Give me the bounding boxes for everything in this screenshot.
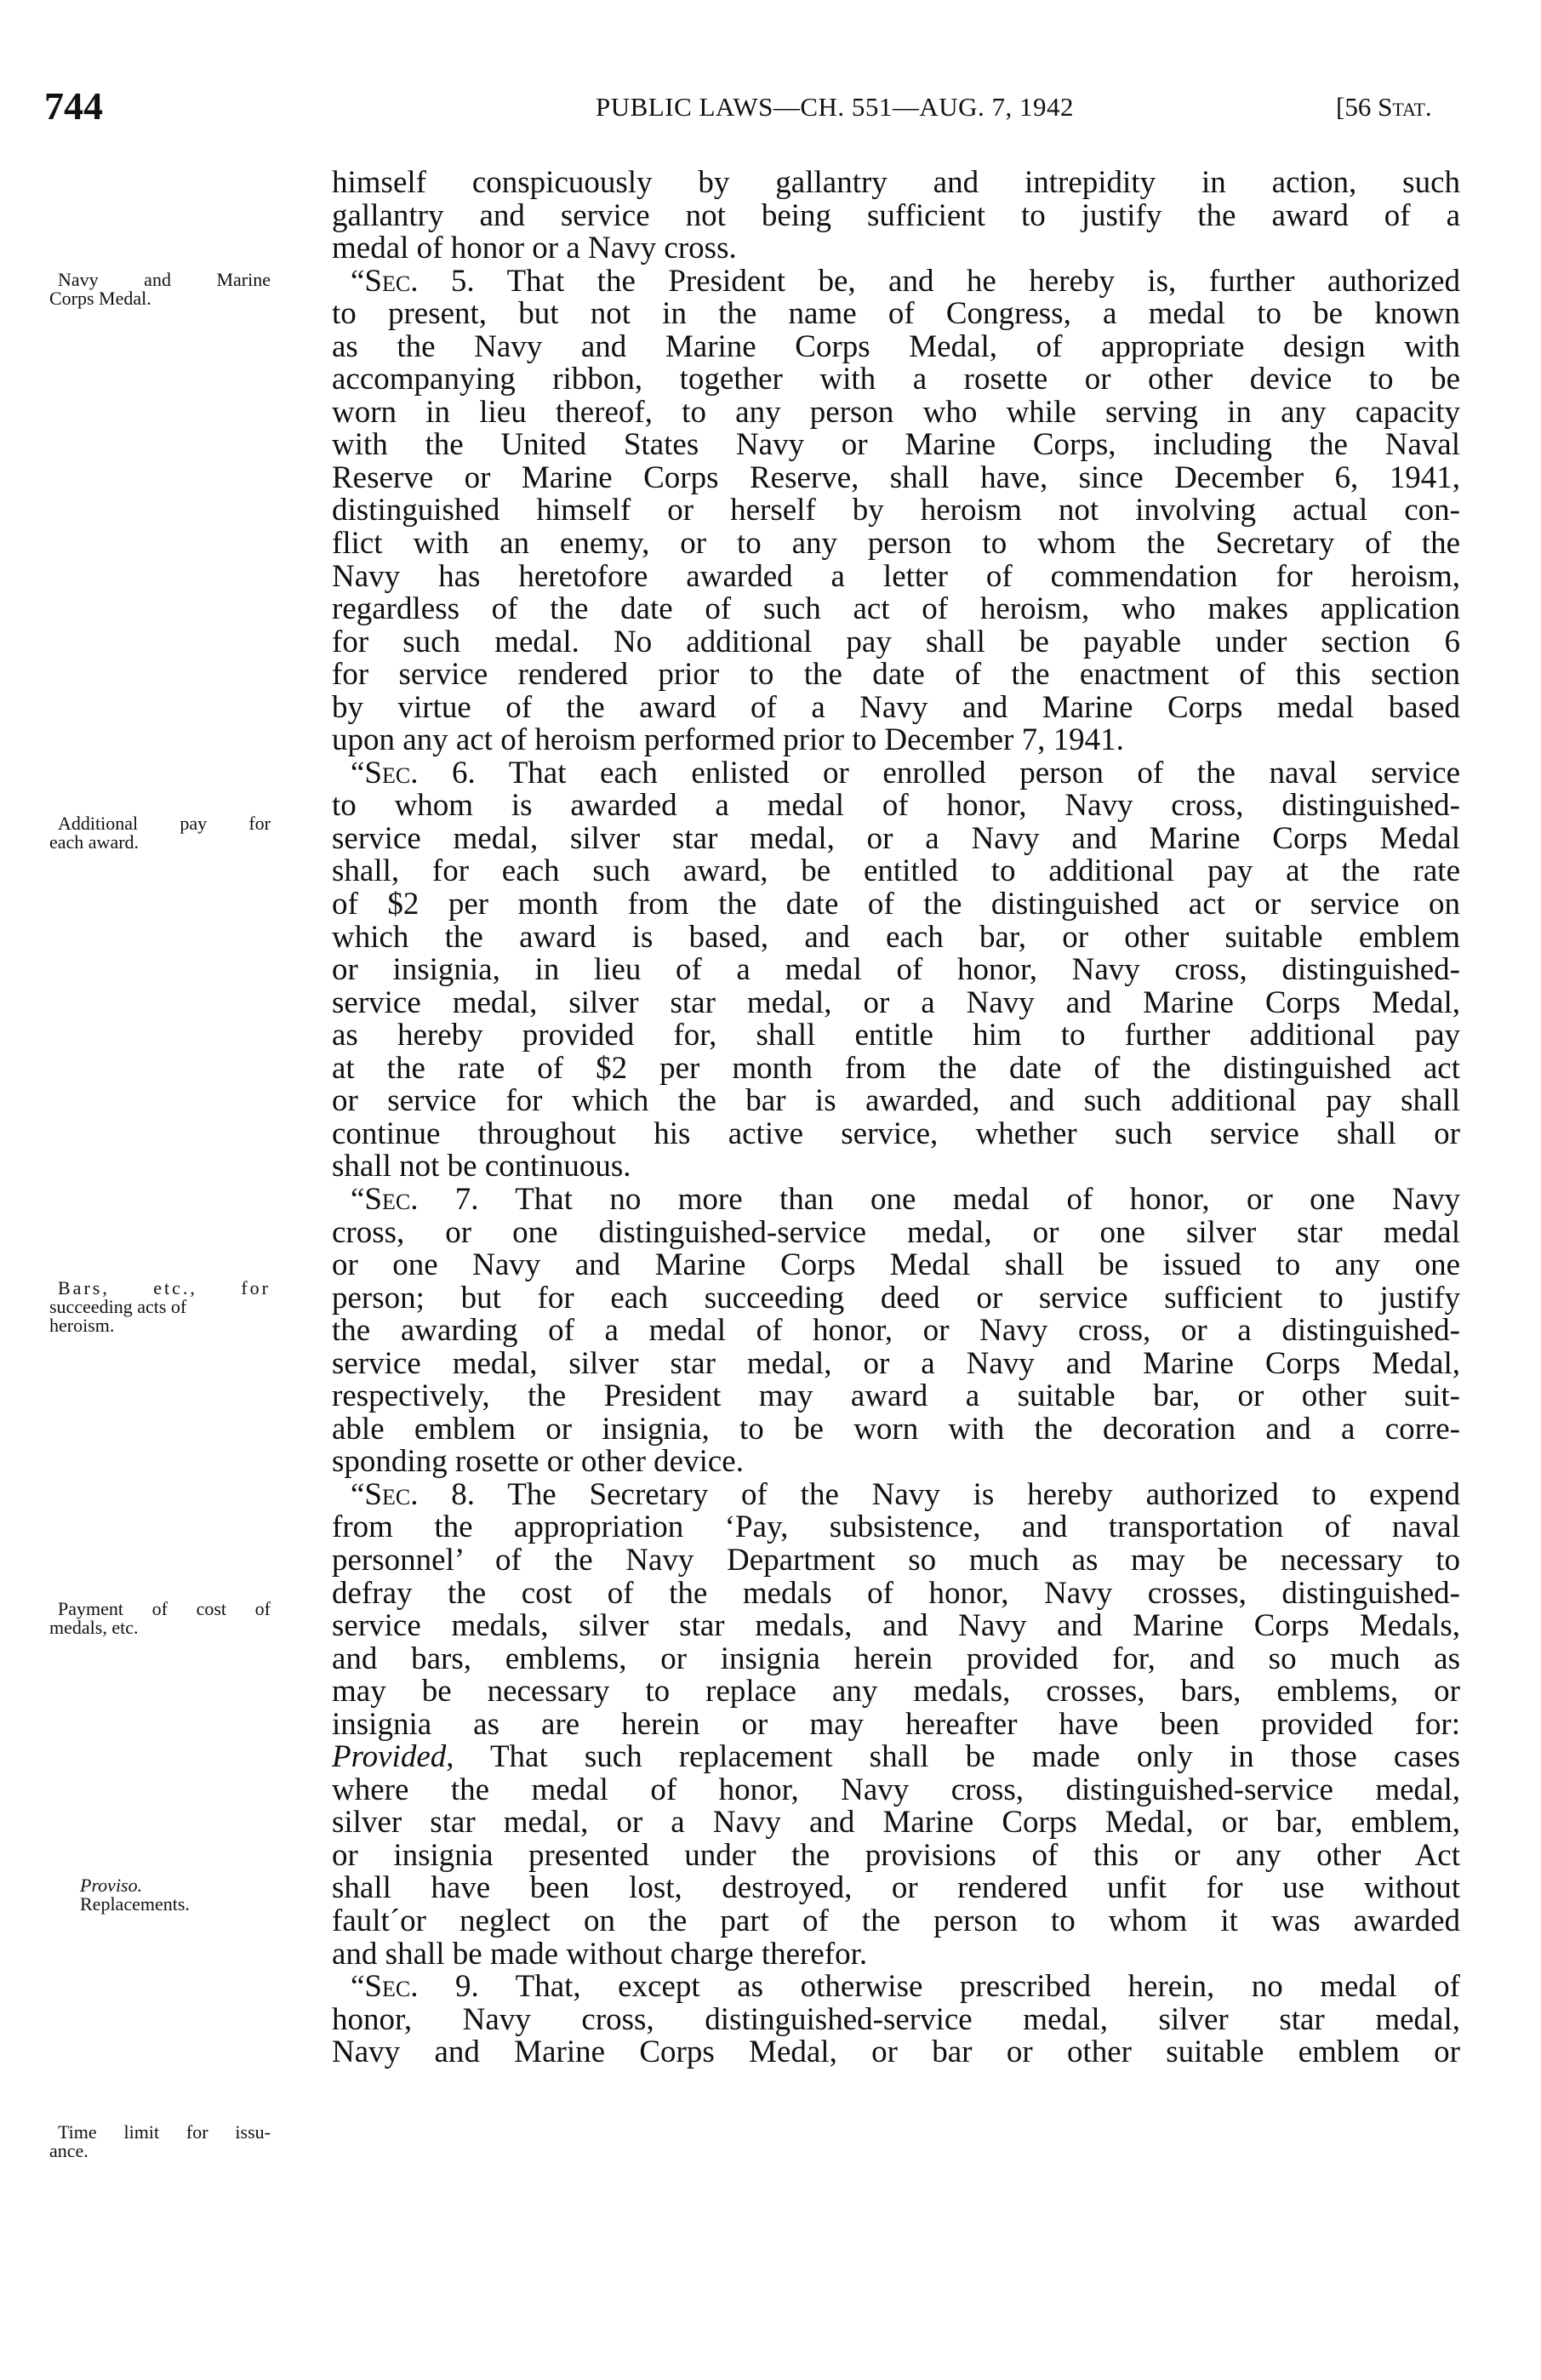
text-line: from the appropriation ‘Pay, subsistence, and transportation of naval (332, 1510, 1460, 1545)
margin-note-line: Payment of cost of (58, 1598, 271, 1619)
text-line: or service for which the bar is awarded, and such additional pay shall (332, 1083, 1460, 1119)
text-line: medal of honor or a Navy cross. (332, 231, 737, 266)
text-line: for such medal. No additional pay shall be payable under section 6 (332, 624, 1460, 659)
running-head: PUBLIC LAWS—CH. 551—AUG. 7, 1942 (596, 92, 1075, 122)
text-line: Navy has heretofore awarded a letter of commendation for heroism, (332, 558, 1460, 594)
text-line: shall not be continuous. (332, 1149, 631, 1184)
margin-note-navy-marine-corps-medal (49, 271, 271, 308)
section-7-start: “Sec. 7. That no more than one medal of honor, or one Navy (351, 1181, 1460, 1217)
text-line: defray the cost of the medals of honor, Navy crosses, distinguished- (332, 1575, 1460, 1611)
text-line: which the award is based, and each bar, or other suitable emblem (332, 919, 1460, 955)
text-line: service medals, silver star medals, and Navy and Marine Corps Medals, (332, 1608, 1460, 1644)
margin-note-line: succeeding acts of (49, 1296, 187, 1317)
margin-note-proviso-replacements (49, 1876, 271, 1914)
text-line: at the rate of $2 per month from the date of the distinguished act (332, 1050, 1460, 1086)
text-line: cross, or one distinguished-service medal, or one silver star medal (332, 1214, 1460, 1250)
text-line: regardless of the date of such act of heroism, who makes application (332, 591, 1460, 627)
margin-note-line: Bars, etc., for (58, 1277, 271, 1298)
text-line: fault´or neglect on the part of the person to whom it was awarded (332, 1903, 1460, 1938)
statute-body-text (332, 167, 1460, 2069)
stat-label: Stat. (1378, 92, 1432, 122)
text-line: person; but for each succeeding deed or service sufficient to justify (332, 1280, 1460, 1316)
page-number: 744 (44, 84, 103, 128)
margin-note-payment-of-cost (49, 1600, 271, 1637)
proviso-line: Provided, That such replacement shall be made only in those cases (332, 1739, 1460, 1775)
margin-note-line: heroism. (49, 1315, 115, 1336)
section-8-start: “Sec. 8. The Secretary of the Navy is hereby authorized to expend (351, 1476, 1460, 1512)
text-line: Reserve or Marine Corps Reserve, shall have, since December 6, 1941, (332, 459, 1460, 495)
text-line: as hereby provided for, shall entitle him to further additional pay (332, 1018, 1460, 1053)
text-line: of $2 per month from the date of the distinguished act or service on (332, 887, 1460, 922)
text-line: with the United States Navy or Marine Corps, including the Naval (332, 427, 1460, 463)
text-line: accompanying ribbon, together with a rosette or other device to be (332, 362, 1460, 397)
text-line: and bars, emblems, or insignia herein provided for, and so much as (332, 1641, 1460, 1676)
section-6-start: “Sec. 6. That each enlisted or enrolled person of the naval service (351, 755, 1460, 790)
text-line: for service rendered prior to the date of the enactment of this section (332, 657, 1460, 693)
text-line: distinguished himself or herself by heroism not involving actual con- (332, 493, 1460, 528)
margin-note-line: medals, etc. (49, 1617, 139, 1638)
section-9-start: “Sec. 9. That, except as otherwise prescribed herein, no medal of (351, 1969, 1460, 2005)
stat-volume: [56 (1336, 92, 1378, 122)
text-line: insignia as are herein or may hereafter have been provided for: (332, 1706, 1460, 1742)
text-line: personnel’ of the Navy Department so much as may be necessary to (332, 1542, 1460, 1578)
text-line: by virtue of the award of a Navy and Marine Corps medal based (332, 689, 1460, 725)
text-line: continue throughout his active service, whether such service shall or (332, 1116, 1460, 1151)
margin-note-line: Proviso. (80, 1875, 143, 1896)
margin-note-line: Corps Medal. (49, 288, 151, 309)
text-line: worn in lieu thereof, to any person who while serving in any capacity (332, 394, 1460, 430)
text-line: may be necessary to replace any medals, crosses, bars, emblems, or (332, 1674, 1460, 1709)
margin-note-bars-succeeding-acts (49, 1279, 271, 1335)
margin-note-line: ance. (49, 2140, 88, 2161)
text-line: to whom is awarded a medal of honor, Navy cross, distinguished- (332, 788, 1460, 824)
text-line: or insignia, in lieu of a medal of honor, Navy cross, distinguished- (332, 952, 1460, 988)
text-line: to present, but not in the name of Congress, a medal to be known (332, 296, 1460, 332)
text-line: gallantry and service not being sufficient to justify the award of a (332, 197, 1460, 233)
margin-note-additional-pay (49, 814, 271, 852)
text-line: sponding rosette or other device. (332, 1444, 744, 1480)
margin-note-line: Navy and Marine (58, 269, 271, 290)
margin-note-time-limit (49, 2123, 271, 2160)
page-header (0, 85, 1541, 128)
text-line: service medal, silver star medal, or a Navy and Marine Corps Medal, (332, 1345, 1460, 1381)
text-line: able emblem or insignia, to be worn with the decoration and a corre- (332, 1411, 1460, 1447)
text-line: or one Navy and Marine Corps Medal shall be issued to any one (332, 1247, 1460, 1283)
text-line: respectively, the President may award a suitable bar, or other suit- (332, 1378, 1460, 1414)
text-line: shall have been lost, destroyed, or rendered unfit for use without (332, 1870, 1460, 1906)
text-line: where the medal of honor, Navy cross, distinguished-service medal, (332, 1772, 1460, 1807)
text-line: shall, for each such award, be entitled to additional pay at the rate (332, 853, 1460, 889)
margin-note-line: Additional pay for (58, 813, 271, 834)
margin-note-line: Replacements. (80, 1893, 190, 1915)
text-line: the awarding of a medal of honor, or Navy cross, or a distinguished- (332, 1313, 1460, 1349)
text-line: silver star medal, or a Navy and Marine Corps Medal, or bar, emblem, (332, 1805, 1460, 1841)
text-line: as the Navy and Marine Corps Medal, of appropriate design with (332, 328, 1460, 364)
text-line: and shall be made without charge therefor. (332, 1936, 868, 1972)
section-5-start: “Sec. 5. That the President be, and he hereby is, further authorized (351, 263, 1460, 299)
text-line: himself conspicuously by gallantry and intrepidity in action, such (332, 165, 1460, 200)
text-line: flict with an enemy, or to any person to whom the Secretary of the (332, 526, 1460, 562)
text-line: service medal, silver star medal, or a Navy and Marine Corps Medal (332, 820, 1460, 856)
text-line: upon any act of heroism performed prior to December 7, 1941. (332, 722, 1124, 758)
text-line: honor, Navy cross, distinguished-service medal, silver star medal, (332, 2001, 1460, 2037)
statute-reference (1336, 90, 1432, 124)
text-line: Navy and Marine Corps Medal, or bar or other suitable emblem or (332, 2035, 1460, 2070)
margin-note-line: Time limit for issu- (58, 2121, 271, 2143)
text-line: service medal, silver star medal, or a Navy and Marine Corps Medal, (332, 985, 1460, 1020)
margin-note-line: each award. (49, 831, 140, 853)
text-line: or insignia presented under the provisions of this or any other Act (332, 1837, 1460, 1873)
